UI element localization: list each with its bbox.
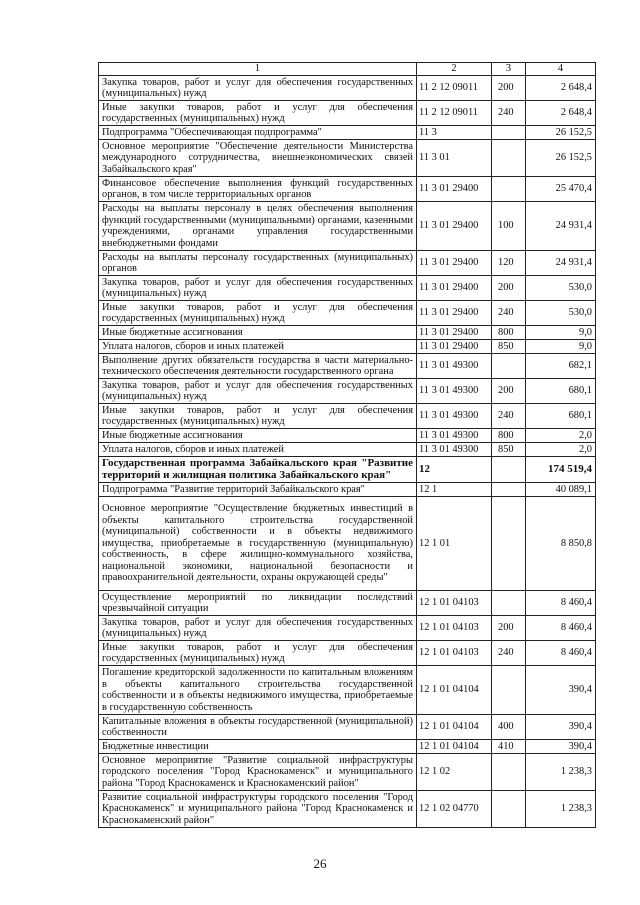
row-code: 11 3 01 29400 — [417, 326, 492, 340]
row-name: Иные закупки товаров, работ и услуг для обеспечения государственных (муниципальных) нужд — [99, 404, 417, 429]
row-sum: 530,0 — [526, 301, 596, 326]
row-code: 11 3 01 49300 — [417, 354, 492, 379]
row-name: Расходы на выплаты персоналу в целях обеспечения выполнения функций государственными (муниципальными) органами, казенными учреждениями, органами управления государственными внебюджетными фондами — [99, 202, 417, 251]
table-row — [99, 715, 596, 740]
row-name: Закупка товаров, работ и услуг для обеспечения государственных (муниципальных) нужд — [99, 616, 417, 641]
table-row — [99, 76, 596, 101]
row-sum: 680,1 — [526, 379, 596, 404]
table-row — [99, 101, 596, 126]
row-code: 11 3 01 29400 — [417, 340, 492, 354]
row-expense-type — [492, 140, 526, 177]
row-expense-type: 240 — [492, 101, 526, 126]
table-row — [99, 126, 596, 140]
table-row — [99, 404, 596, 429]
row-expense-type — [492, 457, 526, 483]
row-expense-type: 400 — [492, 715, 526, 740]
row-sum: 390,4 — [526, 666, 596, 715]
row-expense-type — [492, 354, 526, 379]
table-row — [99, 340, 596, 354]
row-name: Закупка товаров, работ и услуг для обеспечения государственных (муниципальных) нужд — [99, 276, 417, 301]
row-sum: 2 648,4 — [526, 101, 596, 126]
row-name: Иные бюджетные ассигнования — [99, 326, 417, 340]
row-name: Подпрограмма "Обеспечивающая подпрограмма" — [99, 126, 417, 140]
row-name: Иные бюджетные ассигнования — [99, 429, 417, 443]
row-expense-type — [492, 666, 526, 715]
header-col-code: 2 — [417, 63, 492, 76]
row-name: Бюджетные инвестиции — [99, 740, 417, 754]
row-sum: 25 470,4 — [526, 177, 596, 202]
row-name: Государственная программа Забайкальского края "Развитие территорий и жилищная политика Забайкальского края" — [99, 457, 417, 483]
row-expense-type: 800 — [492, 326, 526, 340]
table-body — [99, 63, 596, 828]
row-code: 12 1 02 — [417, 754, 492, 791]
table-row — [99, 379, 596, 404]
row-code: 12 1 — [417, 483, 492, 497]
row-sum: 8 460,4 — [526, 616, 596, 641]
header-col-type: 3 — [492, 63, 526, 76]
row-sum: 9,0 — [526, 340, 596, 354]
row-code: 11 3 01 29400 — [417, 301, 492, 326]
row-code: 12 1 01 04104 — [417, 666, 492, 715]
row-expense-type: 120 — [492, 251, 526, 276]
table-row — [99, 301, 596, 326]
row-sum: 530,0 — [526, 276, 596, 301]
row-name: Основное мероприятие "Обеспечение деятельности Министерства международного сотрудничества, внешнеэкономических связей Забайкальского края" — [99, 140, 417, 177]
row-code: 11 3 01 49300 — [417, 429, 492, 443]
row-sum: 8 460,4 — [526, 591, 596, 616]
row-code: 11 3 01 29400 — [417, 177, 492, 202]
row-code: 11 3 01 — [417, 140, 492, 177]
row-sum: 24 931,4 — [526, 202, 596, 251]
row-sum: 390,4 — [526, 740, 596, 754]
row-expense-type — [492, 126, 526, 140]
row-expense-type — [492, 754, 526, 791]
table-row — [99, 457, 596, 483]
row-name: Закупка товаров, работ и услуг для обеспечения государственных (муниципальных) нужд — [99, 379, 417, 404]
row-sum: 1 238,3 — [526, 754, 596, 791]
table-row — [99, 616, 596, 641]
row-name: Иные закупки товаров, работ и услуг для обеспечения государственных (муниципальных) нужд — [99, 101, 417, 126]
row-code: 12 1 01 04103 — [417, 641, 492, 666]
row-code: 12 — [417, 457, 492, 483]
row-code: 11 3 01 29400 — [417, 251, 492, 276]
row-code: 11 3 01 29400 — [417, 276, 492, 301]
table-row — [99, 177, 596, 202]
table-row — [99, 791, 596, 828]
header-col-name: 1 — [99, 63, 417, 76]
row-code: 11 2 12 09011 — [417, 101, 492, 126]
row-expense-type: 410 — [492, 740, 526, 754]
table-row — [99, 251, 596, 276]
row-sum: 174 519,4 — [526, 457, 596, 483]
row-name: Погашение кредиторской задолженности по капитальным вложениям в объекты капитального строительства государственной собственности и в объекты недвижимого имущества, приобретаемые в государственную собственность — [99, 666, 417, 715]
row-name: Уплата налогов, сборов и иных платежей — [99, 443, 417, 457]
row-name: Осуществление мероприятий по ликвидации последствий чрезвычайной ситуации — [99, 591, 417, 616]
row-expense-type: 200 — [492, 379, 526, 404]
row-sum: 40 089,1 — [526, 483, 596, 497]
row-expense-type: 800 — [492, 429, 526, 443]
table-row — [99, 740, 596, 754]
row-code: 12 1 01 04104 — [417, 715, 492, 740]
row-code: 12 1 01 — [417, 497, 492, 591]
row-sum: 2,0 — [526, 429, 596, 443]
row-expense-type — [492, 177, 526, 202]
header-row — [99, 63, 596, 76]
row-name: Закупка товаров, работ и услуг для обеспечения государственных (муниципальных) нужд — [99, 76, 417, 101]
row-name: Финансовое обеспечение выполнения функций государственных органов, в том числе территориальных органов — [99, 177, 417, 202]
row-sum: 24 931,4 — [526, 251, 596, 276]
row-sum: 26 152,5 — [526, 140, 596, 177]
row-code: 11 3 01 49300 — [417, 404, 492, 429]
row-code: 12 1 01 04103 — [417, 616, 492, 641]
table-row — [99, 202, 596, 251]
row-code: 11 3 01 49300 — [417, 379, 492, 404]
row-expense-type: 200 — [492, 76, 526, 101]
table-row — [99, 140, 596, 177]
row-name: Основное мероприятие "Осуществление бюджетных инвестиций в объекты капитального строительства государственной (муниципальной) собственности и в объекты недвижимого имущества, приобретаемые в государственную (муниципальную) собственность, в сфере жилищно-коммунального хозяйства, национальной экономики, национальной безопасности и правоохранительной деятельности, охраны окружающей среды" — [99, 497, 417, 591]
page-number: 26 — [313, 856, 327, 871]
row-expense-type: 200 — [492, 616, 526, 641]
row-sum: 2,0 — [526, 443, 596, 457]
row-expense-type: 850 — [492, 443, 526, 457]
row-name: Иные закупки товаров, работ и услуг для обеспечения государственных (муниципальных) нужд — [99, 301, 417, 326]
row-expense-type: 850 — [492, 340, 526, 354]
row-sum: 1 238,3 — [526, 791, 596, 828]
row-expense-type — [492, 497, 526, 591]
row-sum: 680,1 — [526, 404, 596, 429]
row-expense-type: 240 — [492, 301, 526, 326]
row-sum: 26 152,5 — [526, 126, 596, 140]
row-expense-type: 240 — [492, 641, 526, 666]
table-row — [99, 483, 596, 497]
row-expense-type: 100 — [492, 202, 526, 251]
header-col-sum: 4 — [526, 63, 596, 76]
row-code: 11 3 01 29400 — [417, 202, 492, 251]
table-row — [99, 429, 596, 443]
row-expense-type — [492, 591, 526, 616]
table-row — [99, 754, 596, 791]
row-name: Иные закупки товаров, работ и услуг для обеспечения государственных (муниципальных) нужд — [99, 641, 417, 666]
row-name: Уплата налогов, сборов и иных платежей — [99, 340, 417, 354]
row-expense-type — [492, 483, 526, 497]
row-code: 12 1 01 04104 — [417, 740, 492, 754]
row-expense-type: 240 — [492, 404, 526, 429]
row-code: 12 1 01 04103 — [417, 591, 492, 616]
budget-table — [98, 62, 596, 828]
row-sum: 8 850,8 — [526, 497, 596, 591]
row-name: Развитие социальной инфраструктуры городского поселения "Город Краснокаменск" и муниципального района "Город Краснокаменск и Краснокаменский район" — [99, 791, 417, 828]
table-row — [99, 354, 596, 379]
row-code: 11 3 01 49300 — [417, 443, 492, 457]
row-name: Расходы на выплаты персоналу государственных (муниципальных) органов — [99, 251, 417, 276]
row-sum: 9,0 — [526, 326, 596, 340]
row-name: Капитальные вложения в объекты государственной (муниципальной) собственности — [99, 715, 417, 740]
table-row — [99, 666, 596, 715]
row-name: Основное мероприятие "Развитие социальной инфраструктуры городского поселения "Город Краснокаменск" и муниципального района "Город Краснокаменск и Краснокаменский район" — [99, 754, 417, 791]
row-code: 11 3 — [417, 126, 492, 140]
row-code: 12 1 02 04770 — [417, 791, 492, 828]
row-code: 11 2 12 09011 — [417, 76, 492, 101]
table-row — [99, 443, 596, 457]
row-expense-type — [492, 791, 526, 828]
row-name: Выполнение других обязательств государства в части материально-технического обеспечения деятельности государственного органа — [99, 354, 417, 379]
table-row — [99, 276, 596, 301]
table-row — [99, 326, 596, 340]
row-sum: 2 648,4 — [526, 76, 596, 101]
table-row — [99, 641, 596, 666]
table-row — [99, 591, 596, 616]
row-sum: 682,1 — [526, 354, 596, 379]
row-expense-type: 200 — [492, 276, 526, 301]
row-sum: 390,4 — [526, 715, 596, 740]
table-row — [99, 497, 596, 591]
row-name: Подпрограмма "Развитие территорий Забайкальского края" — [99, 483, 417, 497]
row-sum: 8 460,4 — [526, 641, 596, 666]
